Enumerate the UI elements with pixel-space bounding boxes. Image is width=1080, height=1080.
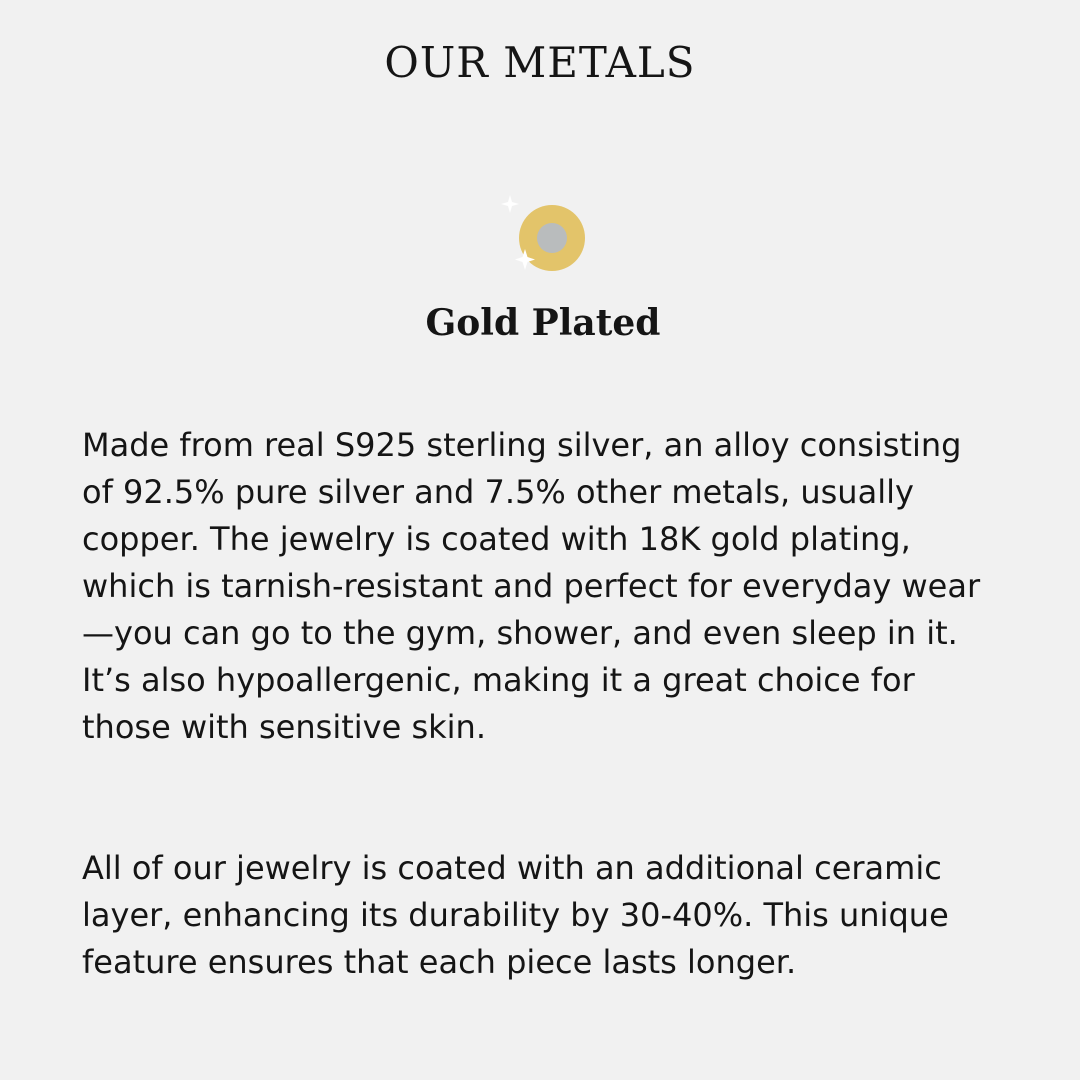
- page-title: OUR METALS: [384, 38, 696, 87]
- gold-silver-ring-icon: [498, 190, 594, 280]
- metal-description-paragraph: Made from real S925 sterling silver, an alloy consisting of 92.5% pure silver and 7.5% other metals, usually copper. The jewelry is coated with 18K gold plating, which is tarnish-resistant and perfect for everyday wear—you can go to the gym, shower, and even sleep in it. It’s also hypoallergenic, making it a great choice for those with sensitive skin.: [82, 426, 981, 746]
- metal-type-label: Gold Plated: [425, 302, 661, 344]
- ceramic-layer-paragraph: All of our jewelry is coated with an additional ceramic layer, enhancing its durability by 30-40%. This unique feature ensures that each piece lasts longer.: [82, 849, 949, 981]
